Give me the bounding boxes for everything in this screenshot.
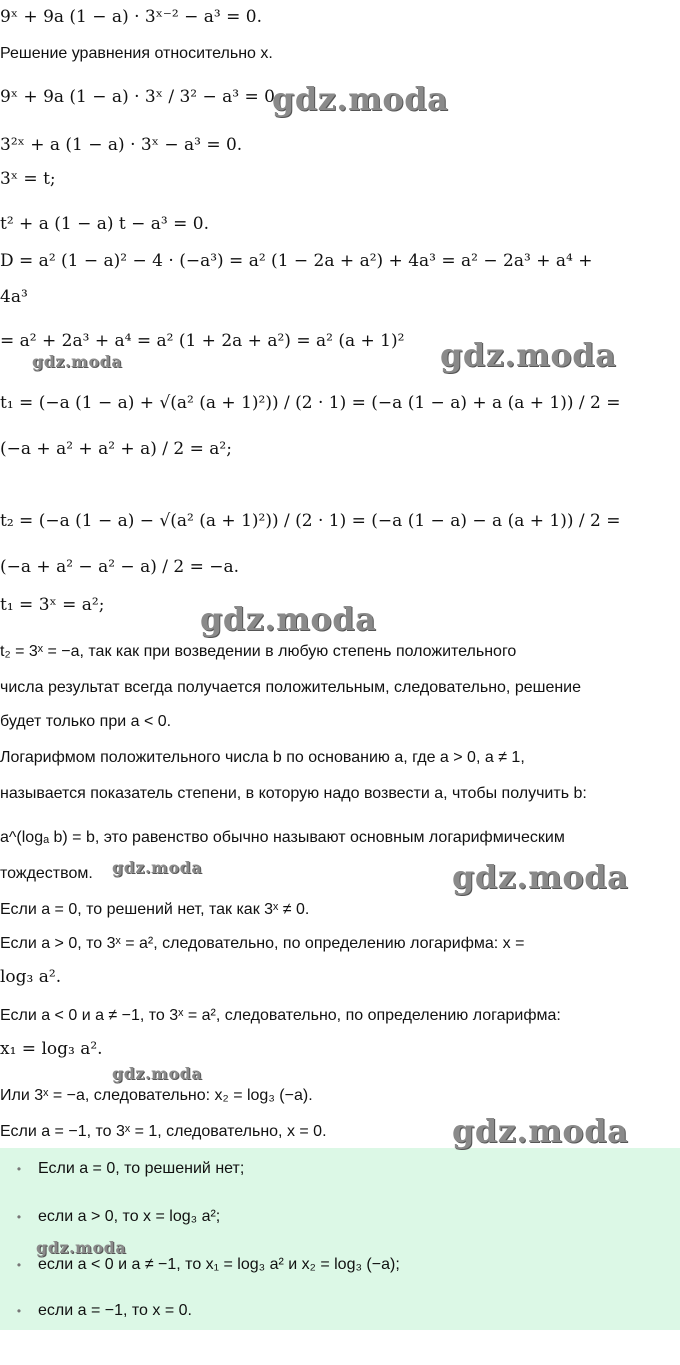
paragraph-line: числа результат всегда получается положительным, следовательно, решение <box>0 679 582 696</box>
answer-item: • Если a = 0, то решений нет; <box>0 1158 244 1180</box>
solution-intro: Решение уравнения относительно x. <box>0 45 273 62</box>
case-a-positive-result: log₃ a². <box>0 967 62 987</box>
case-a-negative: Если a < 0 и a ≠ −1, то 3ˣ = a², следовательно, по определению логарифма: <box>0 1007 561 1024</box>
watermark-logo: gdz.moda <box>452 1112 629 1150</box>
log-definition-line: Логарифмом положительного числа b по основанию a, где a > 0, a ≠ 1, <box>0 749 525 766</box>
watermark-logo: gdz.moda <box>112 858 203 877</box>
log-definition-line: называется показатель степени, в которую надо возвести a, чтобы получить b: <box>0 785 587 802</box>
bullet-icon: • <box>16 1258 22 1272</box>
paragraph-line: будет только при a < 0. <box>0 713 172 730</box>
case-a-positive: Если a > 0, то 3ˣ = a², следовательно, по определению логарифма: x = <box>0 935 525 952</box>
case-a-zero: Если a = 0, то решений нет, так как 3ˣ ≠ 0. <box>0 901 310 918</box>
root-t2-line-1: t₂ = (−a (1 − a) − √(a² (a + 1)²)) / (2 · 1) = (−a (1 − a) − a (a + 1)) / 2 = <box>0 511 621 531</box>
root-t2-line-2: (−a + a² − a² − a) / 2 = −a. <box>0 557 240 577</box>
answer-item: • если a = −1, то x = 0. <box>0 1300 192 1322</box>
case-or: Или 3ˣ = −a, следовательно: x₂ = log₃ (−a). <box>0 1087 313 1104</box>
equation-step-2: 3²ˣ + a (1 − a) · 3ˣ − a³ = 0. <box>0 135 243 155</box>
bullet-icon: • <box>16 1304 22 1318</box>
watermark-logo: gdz.moda <box>36 1238 127 1257</box>
case-a-negative-result: x₁ = log₃ a². <box>0 1039 103 1059</box>
log-identity-line: a^(logₐ b) = b, это равенство обычно называют основным логарифмическим <box>0 829 565 846</box>
quadratic-equation: t² + a (1 − a) t − a³ = 0. <box>0 214 210 234</box>
log-identity-line: тождеством. <box>0 865 93 882</box>
t2-result: t₂ = 3ˣ = −a, так как при возведении в любую степень положительного <box>0 643 517 660</box>
discriminant-line-2: 4a³ <box>0 287 28 307</box>
watermark-logo: gdz.moda <box>440 336 617 374</box>
watermark-logo: gdz.moda <box>32 352 123 371</box>
equation-step-1: 9ˣ + 9a (1 − a) · 3ˣ / 3² − a³ = 0; <box>0 87 281 107</box>
answer-item: • если a < 0 и a ≠ −1, то x₁ = log₃ a² и x₂ = log₃ (−a); <box>0 1254 400 1276</box>
t1-result: t₁ = 3ˣ = a²; <box>0 595 105 615</box>
discriminant-line-3: = a² + 2a³ + a⁴ = a² (1 + 2a + a²) = a² (a + 1)² <box>0 331 405 351</box>
watermark-logo: gdz.moda <box>452 858 629 896</box>
discriminant-line-1: D = a² (1 − a)² − 4 · (−a³) = a² (1 − 2a + a²) + 4a³ = a² − 2a³ + a⁴ + <box>0 251 593 271</box>
bullet-icon: • <box>16 1162 22 1176</box>
watermark-logo: gdz.moda <box>200 600 377 638</box>
root-t1-line-2: (−a + a² + a² + a) / 2 = a²; <box>0 439 232 459</box>
case-a-minus-one: Если a = −1, то 3ˣ = 1, следовательно, x = 0. <box>0 1123 327 1140</box>
root-t1-line-1: t₁ = (−a (1 − a) + √(a² (a + 1)²)) / (2 · 1) = (−a (1 − a) + a (a + 1)) / 2 = <box>0 393 621 413</box>
bullet-icon: • <box>16 1210 22 1224</box>
watermark-logo: gdz.moda <box>272 80 449 118</box>
equation-original: 9ˣ + 9a (1 − a) · 3ˣ⁻² − a³ = 0. <box>0 7 262 27</box>
answer-item: • если a > 0, то x = log₃ a²; <box>0 1206 220 1228</box>
substitution: 3ˣ = t; <box>0 169 56 189</box>
watermark-logo: gdz.moda <box>112 1064 203 1083</box>
